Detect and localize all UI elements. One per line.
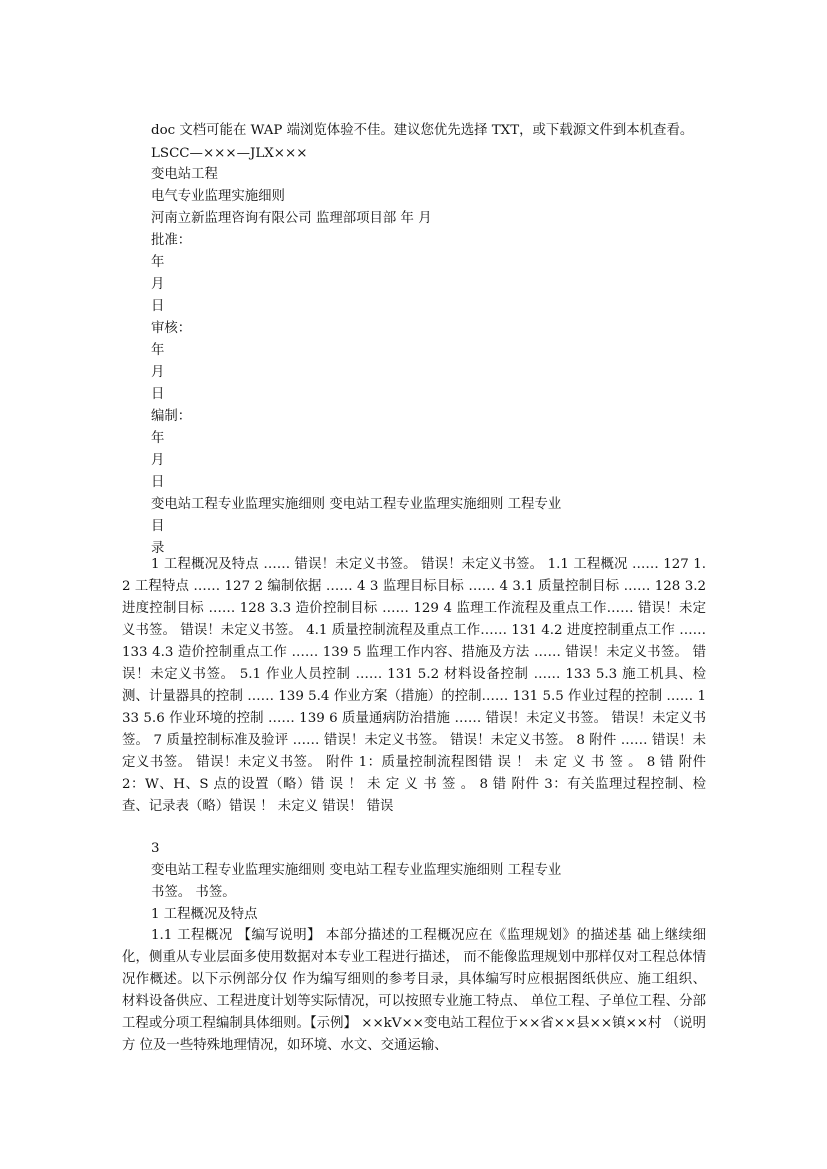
running-title: 变电站工程专业监理实施细则 变电站工程专业监理实施细则 工程专业 [151,497,562,512]
approve-label: 批准： [151,233,192,248]
compile-label: 编制： [151,409,192,424]
approve-year: 年 [151,255,165,270]
review-label: 审核： [151,321,192,336]
organization-line: 河南立新监理咨询有限公司 监理部项目部 年 月 [151,211,432,226]
review-day: 日 [151,387,165,402]
document-title: 电气专业监理实施细则 [151,189,285,204]
compile-year: 年 [151,431,165,446]
section-body: 1.1 工程概况 【编写说明】 本部分描述的工程概况应在《监理规划》的描述基 础上继续细化，侧重从专业层面多使用数据对本专业工程进行描述， 而不能像监理规划中那样仅对工程总体情况作概述。以下示例部分仅 作为编写细则的参考目录，具体编写时应根据图纸供应、施工组织、 材料设备供应、工程进度计划等实际情况，可以按照专业施工特点、 单位工程、子单位工程、分部工程或分项工程编制具体细则。【示例】 ××kV××变电站工程位于××省××县××镇××村 （说明方 位及一些特殊地理情况，如环境、水文、交通运输、 [122,928,706,1053]
approve-month: 月 [151,277,165,292]
toc-heading-mu: 目 [151,519,165,534]
document-code: LSCC—×××—JLX××× [151,146,308,161]
compile-month: 月 [151,453,165,468]
page-number: 3 [151,841,160,856]
toc-heading-lu: 录 [151,541,165,556]
running-title-2: 变电站工程专业监理实施细则 变电站工程专业监理实施细则 工程专业 [151,863,562,878]
section-heading: 1 工程概况及特点 [151,907,258,922]
approve-day: 日 [151,299,165,314]
project-name: 变电站工程 [151,167,218,182]
bookmark-tail: 书签。 书签。 [151,885,236,900]
compile-day: 日 [151,475,165,490]
table-of-contents: 1 工程概况及特点 …… 错误！未定义书签。 错误！未定义书签。 1.1 工程概况 …… 127 1.2 工程特点 …… 127 2 编制依据 …… 4 3 监理目标目标 …… 4 3.1 质量控制目标 …… 128 3.2 进度控制目标 …… 128 3.3 造价控制目标 …… 129 4 监理工作流程及重点工作…… 错误！未定义书签。 错误！未定义书签。 4.1 质量控制流程及重点工作…… 131 4.2 进度控制重点工作 …… 133 4.3 造价控制重点工作 …… 139 5 监理工作内容、措施及方法 …… 错误！未定义书签。 错误！未定义书签。 5.1 作业人员控制 …… 131 5.2 材料设备控制 …… 133 5.3 施工机具、检测、计量器具的控制 …… 139 5.4 作业方案（措施）的控制…… 131 5.5 作业过程的控制 …… 133 5.6 作业环境的控制 …… 139 6 质量通病防治措施 …… 错误！未定义书签。 错误！未定义书签。 7 质量控制标准及验评 …… 错误！未定义书签。 错误！未定义书签。 8 附件 …… 错误！未定义书签。 错误！未定义书签。 附件 1：质量控制流程图错 误 ！ 未 定 义 书 签 。 8 错 附件 2：W、H、S 点的设置（略）错 误 ！ 未 定 义 书 签 。 8 错 附件 3：有关监理过程控制、检查、记录表（略）错误 ！ 未定义 错误！ 错误 [122,557,706,814]
review-month: 月 [151,365,165,380]
review-year: 年 [151,343,165,358]
wap-notice: doc 文档可能在 WAP 端浏览体验不佳。建议您优先选择 TXT，或下载源文件到本机查看。 [151,123,694,138]
